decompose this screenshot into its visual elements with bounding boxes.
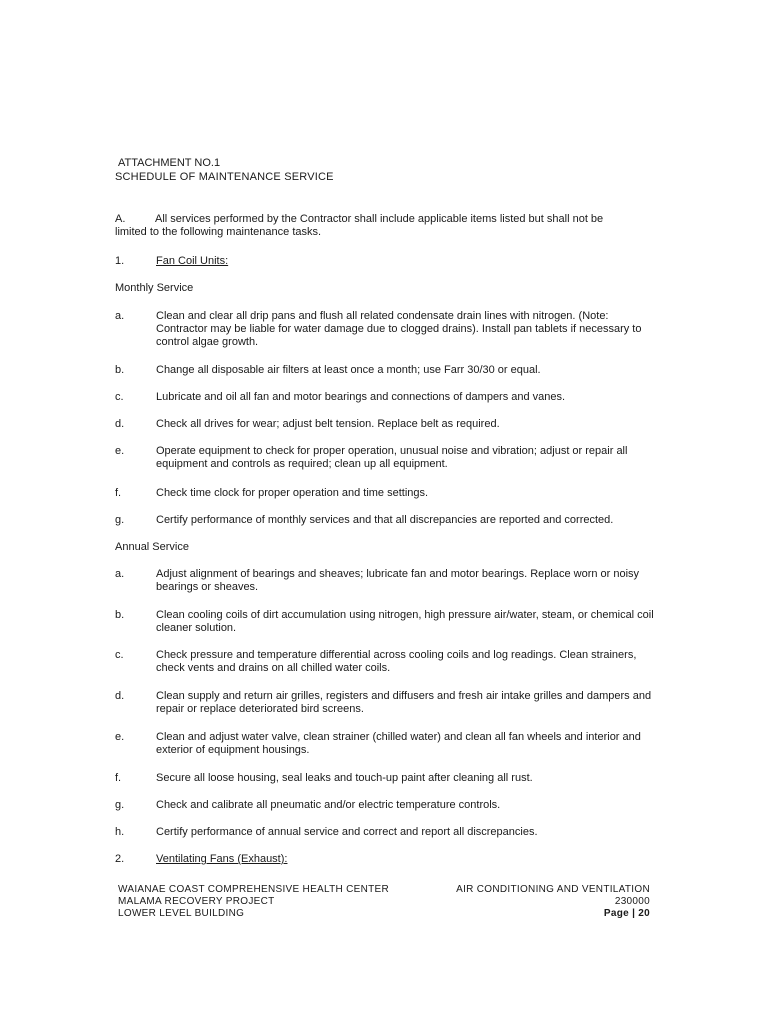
monthly-item-e — [115, 445, 655, 471]
item-label: e. — [115, 731, 125, 743]
item-label: g. — [115, 514, 125, 526]
annual-item-e — [115, 731, 655, 757]
item-label: h. — [115, 826, 125, 838]
section2-heading — [115, 853, 287, 866]
footer-right — [456, 884, 650, 920]
item-text: Lubricate and oil all fan and motor bearings and connections of dampers and vanes. — [156, 391, 566, 403]
monthly-item-f — [115, 487, 655, 500]
annual-item-f — [115, 772, 655, 785]
item-label: a. — [115, 568, 125, 580]
item-text: Clean and adjust water valve, clean strainer (chilled water) and clean all fan wheels and interior and exterior of equipment housings. — [156, 731, 641, 756]
item-label: b. — [115, 609, 125, 621]
intro-text-line2: limited to the following maintenance tasks. — [115, 226, 322, 238]
item-label: c. — [115, 391, 124, 403]
footer-building: LOWER LEVEL BUILDING — [118, 908, 245, 919]
footer-left — [118, 884, 389, 920]
footer-org-name: WAIANAE COAST COMPREHENSIVE HEALTH CENTER — [118, 884, 390, 895]
item-text: Certify performance of monthly services and that all discrepancies are reported and corrected. — [156, 514, 614, 526]
item-label: c. — [115, 649, 124, 661]
annual-item-g — [115, 799, 655, 812]
annual-item-b — [115, 609, 655, 635]
item-text: Clean cooling coils of dirt accumulation using nitrogen, high pressure air/water, steam, or chemical coil cleaner solution. — [156, 609, 654, 634]
item-label: f. — [115, 487, 122, 499]
item-label: f. — [115, 772, 122, 784]
section2-number: 2. — [115, 853, 125, 865]
monthly-service-heading: Monthly Service — [115, 282, 194, 294]
item-label: d. — [115, 418, 125, 430]
intro-text-line1: All services performed by the Contractor shall include applicable items listed but shall not be — [155, 213, 604, 225]
monthly-item-d — [115, 418, 655, 431]
annual-item-c — [115, 649, 655, 675]
annual-item-d — [115, 690, 655, 716]
item-text: Check pressure and temperature differential across cooling coils and log readings. Clean strainers, check vents and drains on all chilled water coils. — [156, 649, 637, 674]
item-text: Secure all loose housing, seal leaks and touch-up paint after cleaning all rust. — [156, 772, 533, 784]
intro-label: A. — [115, 213, 126, 225]
item-text: Check all drives for wear; adjust belt tension. Replace belt as required. — [156, 418, 500, 430]
monthly-item-a — [115, 310, 655, 349]
footer-section-title: AIR CONDITIONING AND VENTILATION — [456, 884, 650, 895]
item-label: e. — [115, 445, 125, 457]
intro-paragraph — [115, 213, 655, 239]
monthly-item-b — [115, 364, 655, 377]
item-text: Adjust alignment of bearings and sheaves; lubricate fan and motor bearings. Replace worn or noisy bearings or sheaves. — [156, 568, 640, 593]
item-text: Certify performance of annual service and correct and report all discrepancies. — [156, 826, 538, 838]
annual-item-h — [115, 826, 655, 839]
section1-number: 1. — [115, 255, 125, 267]
item-text: Check and calibrate all pneumatic and/or electric temperature controls. — [156, 799, 501, 811]
item-text: Check time clock for proper operation and time settings. — [156, 487, 429, 499]
footer-project-name: MALAMA RECOVERY PROJECT — [118, 896, 275, 907]
schedule-title: SCHEDULE OF MAINTENANCE SERVICE — [115, 171, 334, 183]
section1-heading — [115, 255, 228, 268]
footer-page-number: Page | 20 — [603, 908, 650, 919]
annual-item-a — [115, 568, 655, 594]
item-text: Change all disposable air filters at least once a month; use Farr 30/30 or equal. — [156, 364, 541, 376]
section2-title: Ventilating Fans (Exhaust): — [156, 853, 288, 865]
item-label: d. — [115, 690, 125, 702]
item-text: Clean and clear all drip pans and flush all related condensate drain lines with nitrogen. (Note: Contractor may be liable for water damage due to clogged drains). Install pan tablets if necessary to control algae growth. — [156, 310, 642, 348]
item-label: a. — [115, 310, 125, 322]
attachment-title: ATTACHMENT NO.1 — [118, 157, 221, 169]
monthly-item-g — [115, 514, 655, 527]
item-label: g. — [115, 799, 125, 811]
annual-service-heading: Annual Service — [115, 541, 189, 553]
section1-title: Fan Coil Units: — [156, 255, 229, 267]
monthly-item-c — [115, 391, 655, 404]
item-label: b. — [115, 364, 125, 376]
item-text: Operate equipment to check for proper operation, unusual noise and vibration; adjust or repair all equipment and controls as required; clean up all equipment. — [156, 445, 628, 470]
item-text: Clean supply and return air grilles, registers and diffusers and fresh air intake grilles and dampers and repair or replace deteriorated bird screens. — [156, 690, 652, 715]
footer-section-number: 230000 — [614, 896, 650, 907]
